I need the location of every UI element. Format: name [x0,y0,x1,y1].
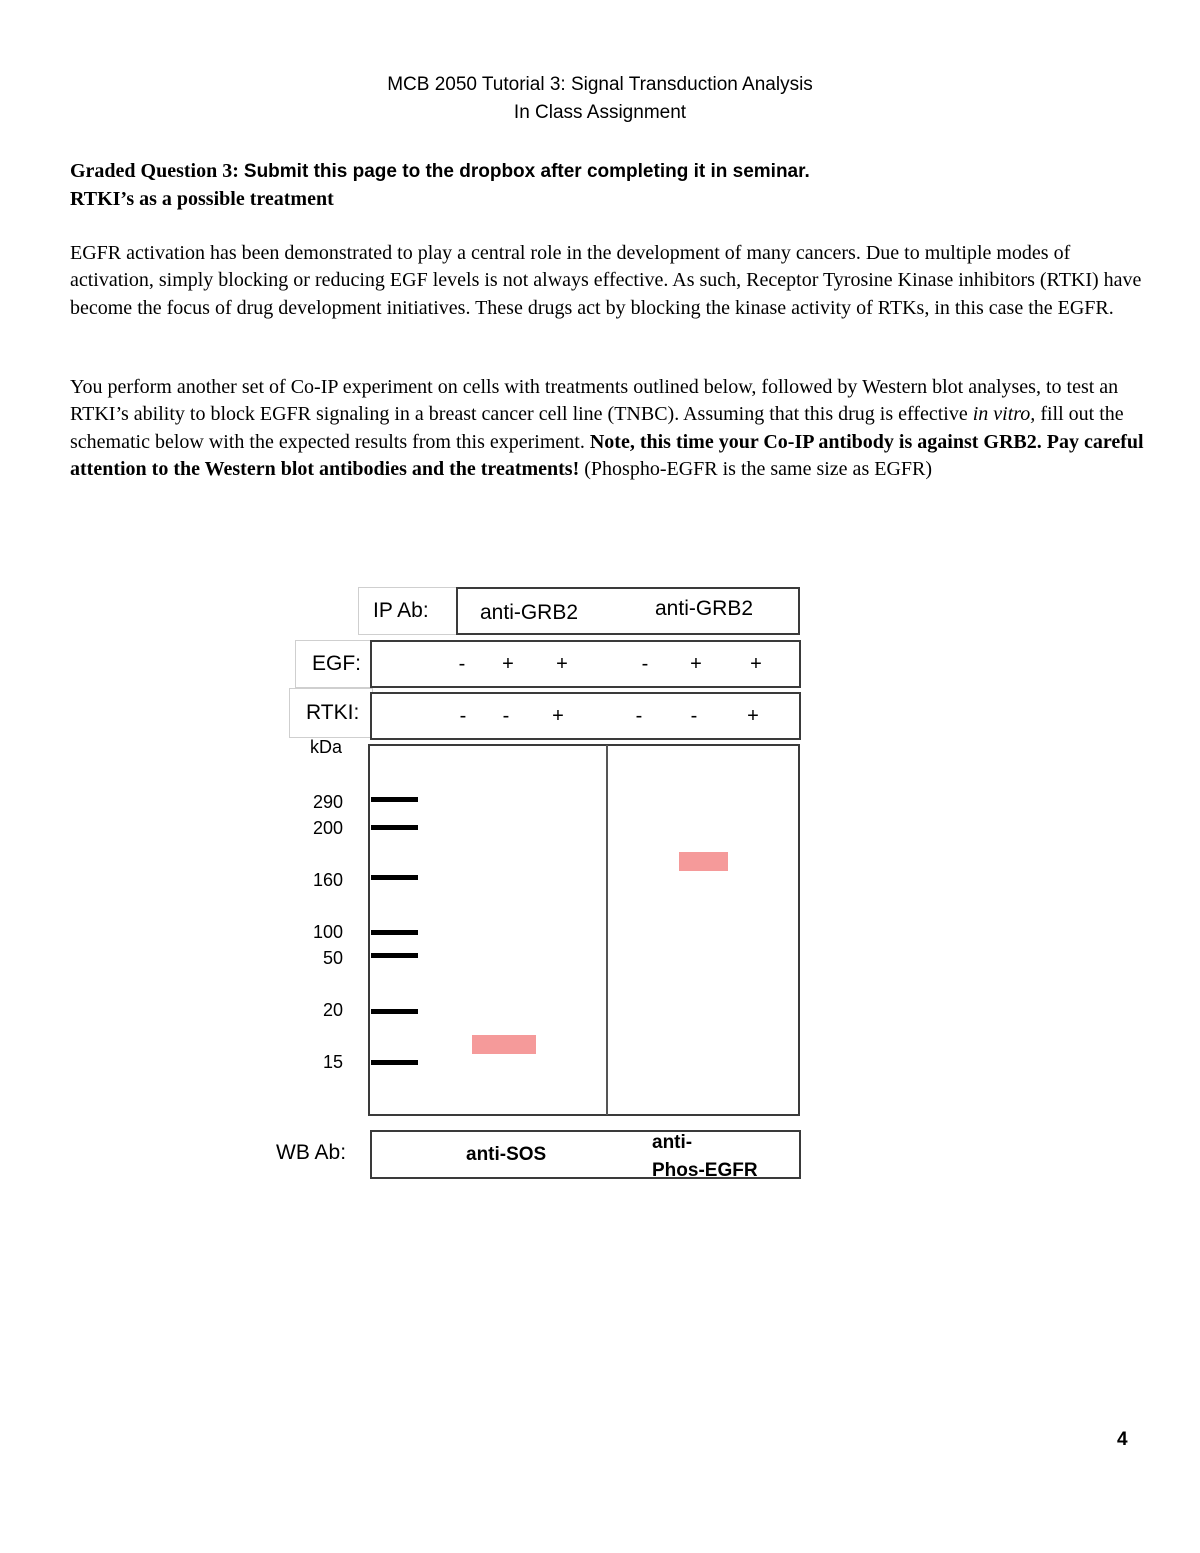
rtki-label: RTKI: [306,701,360,724]
ip-label: IP Ab: [373,599,429,622]
wb-antibody-2-line-2: Phos-EGFR [652,1160,758,1177]
rtki-sign: - [690,705,698,727]
ladder-label: 160 [312,870,343,890]
question-topic: RTKI’s as a possible treatment [70,188,334,210]
paragraph-bold-note: Note, this time your Co-IP antibody is against GRB2. Pay careful attention to the Western blot antibodies and the treatments! [70,430,1144,480]
paragraph-text-2: fill out the schematic below with the expected results from this experiment. [70,403,1124,453]
gel-area [368,744,800,1116]
rtki-label-box [289,688,373,738]
ladder-label: 15 [322,1052,343,1072]
ladder-label: 290 [312,792,343,812]
rtki-sign: - [635,705,643,727]
rtki-treatment-box [370,692,801,740]
kda-label: kDa [310,737,343,757]
ladder-band [371,875,418,880]
ladder-label: 200 [312,818,343,838]
wb-label: WB Ab: [276,1141,347,1164]
question-lead: Graded Question 3: [70,160,239,182]
ladder-band [371,930,418,935]
ladder-band [371,1060,418,1065]
question-heading [70,157,1140,186]
paragraph-text-3: (Phospho-EGFR is the same size as EGFR) [579,457,933,480]
egf-sign: - [641,653,649,675]
egf-sign: - [458,653,466,675]
egf-label: EGF: [312,652,362,675]
rtki-sign: + [747,705,759,727]
rtki-sign: + [552,705,564,727]
lane-divider [606,745,608,1115]
rtki-sign: - [459,705,467,727]
ladder-band [371,825,418,830]
paragraph-italic: in vitro, [972,403,1036,426]
paragraph-background: EGFR activation has been demonstrated to play a central role in the development of many cancers. Due to multiple modes of activation, simply blocking or reducing EGF levels is not always effective. As such, Receptor Tyrosine Kinase inhibitors (RTKI) have become the focus of drug development initiatives. These drugs act by blocking the kinase activity of RTKs, in this case the EGFR. [70,242,1142,319]
ip-antibody-1: anti-GRB2 [480,601,579,624]
egf-sign: + [750,653,762,675]
wb-antibody-2-line-1: anti- [652,1132,693,1153]
egf-sign: + [690,653,702,675]
answer-band-sos [472,1035,536,1054]
wb-antibody-2 [652,1129,758,1177]
ip-label-box [358,587,457,635]
ladder-band [371,797,418,802]
egf-sign: + [502,653,514,675]
ip-antibody-2: anti-GRB2 [655,597,754,620]
ladder-band [371,1009,418,1014]
ladder-label: 20 [322,1000,343,1020]
page-number: 4 [1117,1429,1128,1450]
document-subtitle: In Class Assignment [513,102,687,123]
ladder-label: 50 [322,948,343,968]
ladder-band [371,953,418,958]
wb-antibody-1: anti-SOS [466,1144,547,1165]
rtki-sign: - [502,705,510,727]
answer-band-phos-egfr [679,852,728,871]
paragraph-text-1: You perform another set of Co-IP experiment on cells with treatments outlined below, followed by Western blot analyses, to test an RTKI’s ability to block EGFR signaling in a breast cancer cell line (TNBC). Assuming that this drug is effective [70,376,1119,426]
egf-sign: + [556,653,568,675]
question-instruction: Submit this page to the dropbox after completing it in seminar. [243,161,810,182]
egf-treatment-box [370,640,801,688]
document-title: MCB 2050 Tutorial 3: Signal Transduction Analysis [387,74,813,95]
egf-label-box [295,640,373,688]
paragraph-experiment [70,374,1145,483]
ladder-label: 100 [312,922,343,942]
